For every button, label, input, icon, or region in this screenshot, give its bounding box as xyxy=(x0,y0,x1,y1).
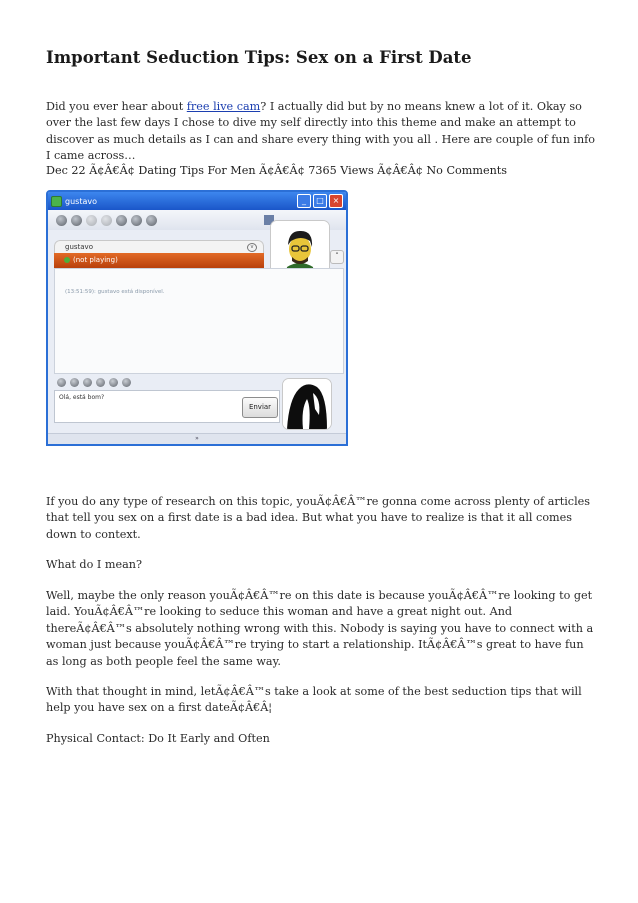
window-titlebar xyxy=(48,192,346,210)
section-heading: Physical Contact: Do It Early and Often xyxy=(46,732,270,745)
contact-status-row xyxy=(54,253,264,268)
toolbar-icon-5 xyxy=(116,215,127,226)
contact-header xyxy=(54,240,264,268)
body-paragraph-2: What do I mean? xyxy=(46,558,142,571)
toolbar-icon-7 xyxy=(146,215,157,226)
emoticon-icon-6 xyxy=(122,378,131,387)
status-dot-icon xyxy=(64,257,70,263)
app-icon xyxy=(51,196,62,207)
silhouette-avatar-icon xyxy=(283,379,331,429)
post-meta: Dec 22 Ã¢Â€Â¢ Dating Tips For Men Ã¢Â€Â¢ 7365 Views Ã¢Â€Â¢ No Comments xyxy=(46,164,508,177)
toolbar-icon-4 xyxy=(101,215,112,226)
free-live-cam-link[interactable]: free live cam xyxy=(186,100,261,113)
emoticon-toolbar xyxy=(54,376,277,388)
contact-status: (not playing) xyxy=(73,256,118,264)
user-avatar xyxy=(282,378,332,430)
emoticon-icon-1 xyxy=(57,378,66,387)
minimize-icon: _ xyxy=(297,194,311,208)
emoticon-icon-4 xyxy=(96,378,105,387)
body-paragraph-4: With that thought in mind, letÃ¢Â€Â™s take a look at some of the best seduction tips that will help you have sex on a first dateÃ¢Â€Â¦ xyxy=(46,685,582,715)
chat-line: (13:51:59): gustavo está disponível. xyxy=(65,289,165,295)
expand-icon: » xyxy=(195,435,199,442)
window-title: gustavo xyxy=(65,196,97,206)
body-paragraph-3: Well, maybe the only reason youÃ¢Â€Â™re on this date is because youÃ¢Â€Â™re looking to get laid. YouÃ¢Â€Â™re looking to seduce this woman and have a great night out. And thereÃ¢Â€Â™s absolutely nothing wrong with this. Nobody is saying you have to connect with a woman just because youÃ¢Â€Â™re trying to start a relationship. ItÃ¢Â€Â™s great to have fun as long as both people feel the same way. xyxy=(46,589,594,668)
toolbar-icon-3 xyxy=(86,215,97,226)
close-icon: × xyxy=(329,194,343,208)
messenger-screenshot xyxy=(46,190,348,446)
emoticon-icon-5 xyxy=(109,378,118,387)
body-paragraph-1: If you do any type of research on this topic, youÃ¢Â€Â™re gonna come across plenty of articles that tell you sex on a first date is a bad idea. But what you have to realize is that it all comes down to context. xyxy=(46,495,591,541)
emoticon-icon-3 xyxy=(83,378,92,387)
maximize-icon: □ xyxy=(313,194,327,208)
toolbar-icon-1 xyxy=(56,215,67,226)
intro-paragraph xyxy=(46,99,598,165)
article-title: Important Seduction Tips: Sex on a First Date xyxy=(46,48,472,67)
emoticon-icon-2 xyxy=(70,378,79,387)
toolbar-icon-6 xyxy=(131,215,142,226)
send-button: Enviar xyxy=(242,397,278,418)
chat-log xyxy=(54,268,344,374)
chevron-down-icon: v xyxy=(247,243,257,252)
window-statusbar xyxy=(48,433,346,444)
toolbar-icon-2 xyxy=(71,215,82,226)
message-input-text: Olá, está bom? xyxy=(59,394,105,401)
contact-name-row xyxy=(54,240,264,253)
collapse-arrow-icon: ˄ xyxy=(330,250,344,264)
intro-before-link: Did you ever hear about xyxy=(46,100,187,113)
contact-name: gustavo xyxy=(65,243,93,251)
intro-after-link: ? I actually did but by no means knew a lot of it. Okay so over the last few days I chose to dive my self directly into this theme and make an attempt to discover as much details as I can and share every thing with you all . Here are couple of fun info I came across… xyxy=(46,100,596,163)
